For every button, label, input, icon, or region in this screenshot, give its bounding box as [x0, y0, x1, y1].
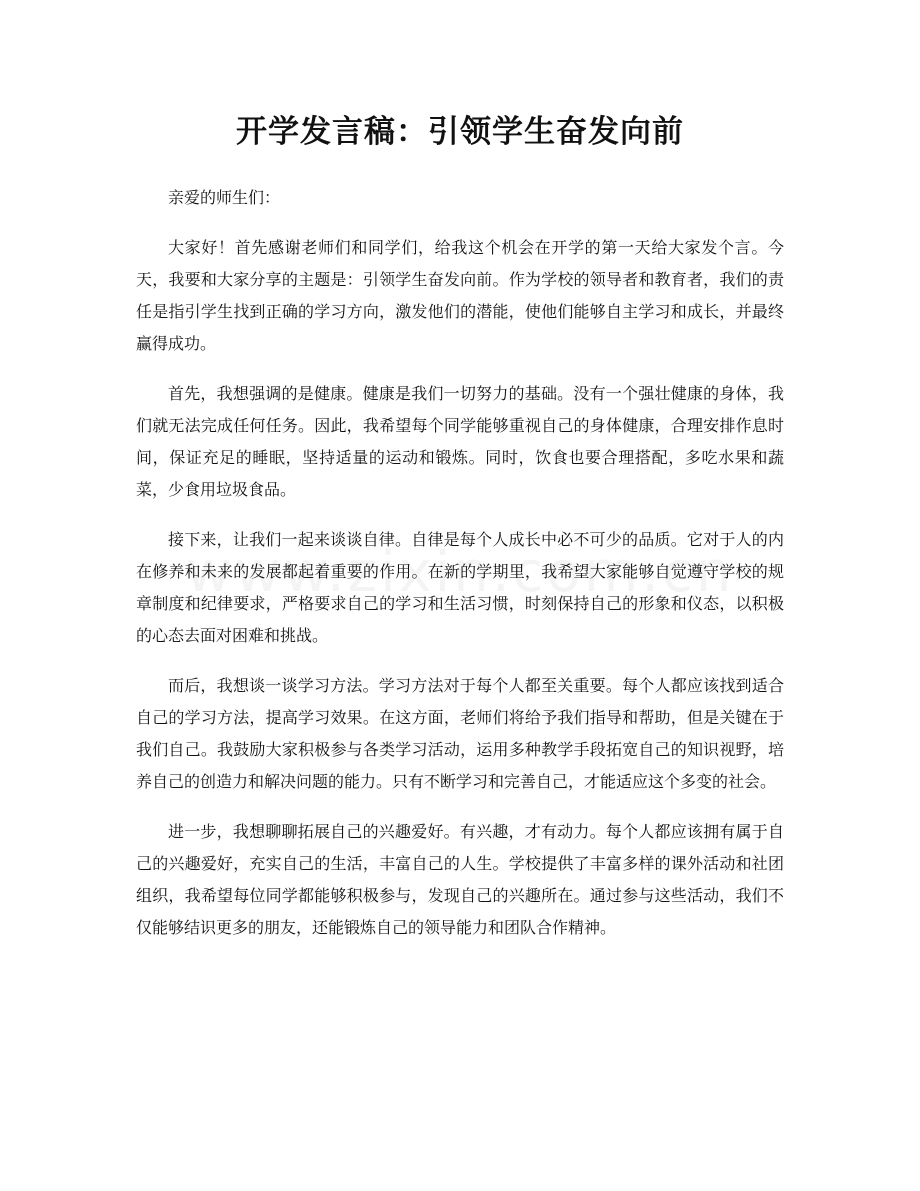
document-title: 开学发言稿：引领学生奋发向前 [236, 114, 684, 150]
paragraph-2: 首先，我想强调的是健康。健康是我们一切努力的基础。没有一个强壮健康的身体，我们就无法完成任何任务。因此，我希望每个同学能够重视自己的身体健康，合理安排作息时间，保证充足的睡眠，坚持适量的运动和锻炼。同时，饮食也要合理搭配，多吃水果和蔬菜，少食用垃圾食品。 [136, 384, 784, 499]
paragraph-1: 大家好！首先感谢老师们和同学们，给我这个机会在开学的第一天给大家发个言。今天，我要和大家分享的主题是：引领学生奋发向前。作为学校的领导者和教育者，我们的责任是指引学生找到正确的学习方向，激发他们的潜能，使他们能够自主学习和成长，并最终赢得成功。 [136, 238, 784, 353]
document-body [136, 182, 784, 962]
greeting: 亲爱的师生们： [168, 188, 281, 207]
paragraph-4: 而后，我想谈一谈学习方法。学习方法对于每个人都至关重要。每个人都应该找到适合自己的学习方法，提高学习效果。在这方面，老师们将给予我们指导和帮助，但是关键在于我们自己。我鼓励大家积极参与各类学习活动，运用多种教学手段拓宽自己的知识视野，培养自己的创造力和解决问题的能力。只有不断学习和完善自己，才能适应这个多变的社会。 [136, 676, 784, 791]
paragraph-3: 接下来，让我们一起来谈谈自律。自律是每个人成长中必不可少的品质。它对于人的内在修养和未来的发展都起着重要的作用。在新的学期里，我希望大家能够自觉遵守学校的规章制度和纪律要求，严格要求自己的学习和生活习惯，时刻保持自己的形象和仪态，以积极的心态去面对困难和挑战。 [136, 530, 784, 645]
paragraph-5: 进一步，我想聊聊拓展自己的兴趣爱好。有兴趣，才有动力。每个人都应该拥有属于自己的兴趣爱好，充实自己的生活，丰富自己的人生。学校提供了丰富多样的课外活动和社团组织，我希望每位同学都能够积极参与，发现自己的兴趣所在。通过参与这些活动，我们不仅能够结识更多的朋友，还能锻炼自己的领导能力和团队合作精神。 [136, 822, 784, 937]
